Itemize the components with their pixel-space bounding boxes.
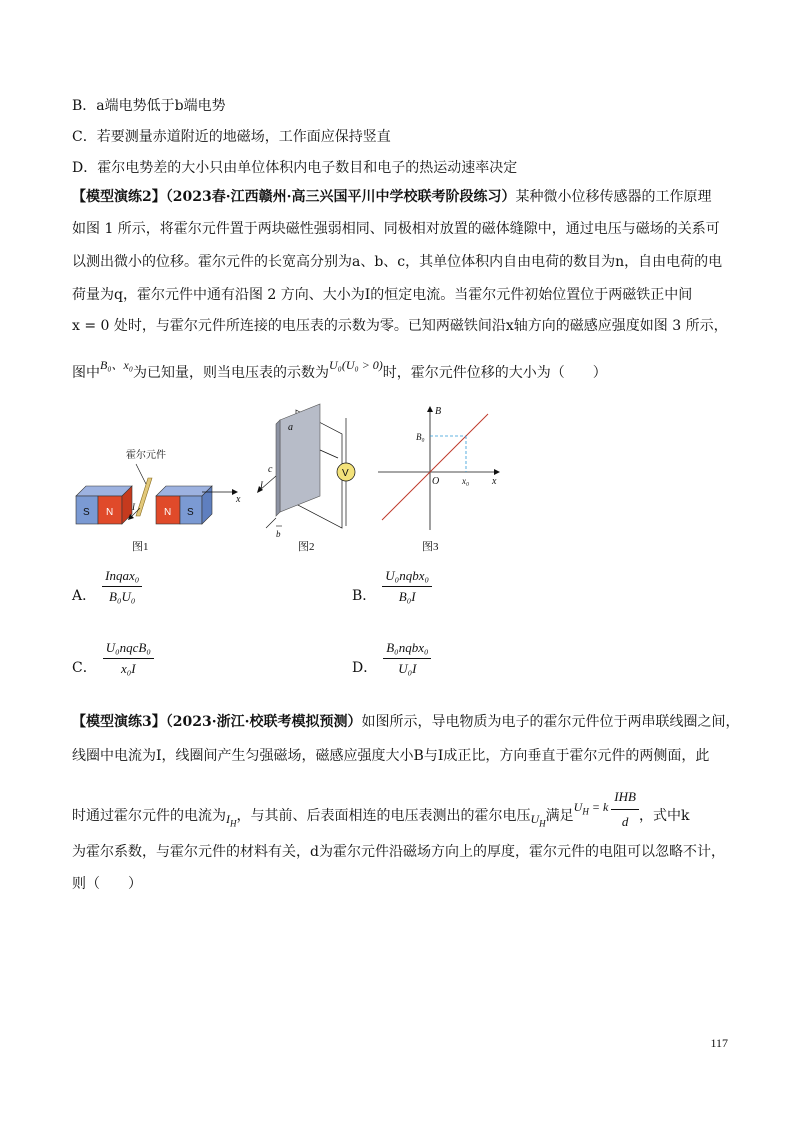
fig1-pole-1: S <box>83 507 90 518</box>
q2-option-c-letter: C． <box>72 660 97 676</box>
q3-frac-den: d <box>621 814 629 829</box>
q3-voltage-sub: H <box>539 818 546 829</box>
q2-option-d-frac <box>383 640 431 677</box>
q2-line4: 荷量为q，霍尔元件中通有沿图 2 方向、大小为I的恒定电流。当霍尔元件初始位置位于两磁铁正中间 <box>72 287 693 303</box>
q2-option-d-den: U₀I <box>398 661 417 676</box>
fig3-x: x <box>492 476 497 487</box>
q3-line1 <box>72 712 739 732</box>
q3-formula-k: = k <box>588 800 609 815</box>
q2-line6-a: 图中 <box>72 365 100 381</box>
q3-current-sub: H <box>230 818 237 829</box>
q2-option-c-num: U₀nqcB₀ <box>103 640 154 659</box>
option-d-prev: D．霍尔电势差的大小只由单位体积内电子数目和电子的热运动速率决定 <box>72 160 518 176</box>
fig1-I: I <box>132 502 135 512</box>
fig3-B: B <box>435 406 442 417</box>
q3-label: 【模型演练3】 <box>72 714 166 730</box>
q3-line4: 为霍尔系数，与霍尔元件的材料有关，d为霍尔元件沿磁场方向上的厚度，霍尔元件的电阻可以忽略不计， <box>72 844 725 860</box>
q2-known-vars: B₀、x₀ <box>100 358 134 372</box>
fig1-pole-2: N <box>106 507 114 518</box>
fig2-c: c <box>268 464 273 475</box>
q2-line5: x = 0 处时，与霍尔元件所连接的电压表的示数为零。已知两磁铁间沿x轴方向的磁感应强度如图 3 所示， <box>72 318 728 334</box>
q2-option-d-letter: D． <box>352 660 378 676</box>
fig3-x0: x₀ <box>462 476 470 486</box>
q2-option-a-frac <box>102 568 142 605</box>
q3-frac-num: IHB <box>611 787 639 810</box>
q3-line3-a: 时通过霍尔元件的电流为 <box>72 807 226 824</box>
q2-voltage-expr: U₀(U₀ > 0) <box>329 358 383 372</box>
q3-current-sym <box>226 809 237 833</box>
q2-option-c[interactable] <box>72 640 154 677</box>
fig2-a: a <box>288 422 293 433</box>
q3-line3-c: ，与其前、后表面相连的电压表测出的霍尔电压 <box>236 807 531 824</box>
option-b-prev: B．a端电势低于b端电势 <box>72 98 226 114</box>
q3-formula-U: U <box>573 800 583 815</box>
q3-line2: 线圈中电流为I，线圈间产生匀强磁场，磁感应强度大小B与I成正比，方向垂直于霍尔元件的两侧面，此 <box>72 748 710 764</box>
q2-line1 <box>72 187 711 207</box>
q3-current-I: I <box>226 812 230 827</box>
fig1-x: x <box>236 494 241 505</box>
q2-option-c-den: x₀I <box>120 661 136 676</box>
figure-3 <box>372 400 512 540</box>
q2-line6 <box>72 358 607 383</box>
q2-line2: 如图 1 所示，将霍尔元件置于两块磁性强弱相同、同极相对放置的磁体缝隙中，通过电压与磁场的关系可 <box>72 221 720 237</box>
fig3-caption: 图3 <box>422 541 439 553</box>
page-number: 117 <box>710 1036 728 1050</box>
q2-option-d[interactable] <box>352 640 431 677</box>
figure-1 <box>70 440 250 550</box>
q2-line3: 以测出微小的位移。霍尔元件的长宽高分别为a、b、c，其单位体积内自由电荷的数目为n，自由电荷的电 <box>72 254 723 270</box>
q2-line6-c: 为已知量，则当电压表的示数为 <box>133 365 330 381</box>
fig2-caption: 图2 <box>298 541 315 553</box>
figure-2 <box>250 400 370 540</box>
q2-option-b-den: B₀I <box>398 589 416 604</box>
fig3-O: O <box>432 476 440 487</box>
q2-option-c-frac <box>103 640 154 677</box>
q3-line3-e: 满足 <box>545 807 574 824</box>
q3-line5: 则（ ） <box>72 876 142 892</box>
q3-formula-sub: H <box>582 806 589 817</box>
q2-line6-e: 时，霍尔元件位移的大小为（ ） <box>382 365 607 381</box>
q2-option-d-num: B₀nqbx₀ <box>383 640 431 659</box>
q2-label: 【模型演练2】 <box>72 189 166 205</box>
q2-option-a-den: B₀U₀ <box>109 589 136 604</box>
q2-option-a-num: Inqax₀ <box>102 568 142 587</box>
q2-option-a[interactable] <box>72 568 142 605</box>
fig1-pole-3: N <box>164 507 172 518</box>
q2-option-b-num: U₀nqbx₀ <box>382 568 432 587</box>
q2-option-b[interactable] <box>352 568 432 605</box>
fig1-label: 霍尔元件 <box>126 450 166 461</box>
q3-line3 <box>72 789 690 838</box>
q3-line3-h: ，式中k <box>638 807 690 824</box>
fig1-pole-4: S <box>187 507 194 518</box>
fig1-caption: 图1 <box>132 541 149 553</box>
fig2-V: V <box>342 468 349 479</box>
fig2-b: b <box>276 529 281 539</box>
q3-voltage-sym <box>531 809 546 833</box>
q2-option-b-letter: B． <box>352 588 377 604</box>
option-c-prev: C．若要测量赤道附近的地磁场，工作面应保持竖直 <box>72 129 391 145</box>
q3-voltage-U: U <box>530 812 540 827</box>
q2-source: （2023春·江西赣州·高三兴国平川中学校联考阶段练习） <box>165 189 516 205</box>
q2-intro: 某种微小位移传感器的工作原理 <box>515 189 712 205</box>
q3-formula-lhs <box>574 797 609 821</box>
q3-formula-frac <box>611 787 639 832</box>
fig2-I: I <box>260 480 263 490</box>
q2-option-a-letter: A． <box>72 588 97 604</box>
q3-intro: 如图所示，导电物质为电子的霍尔元件位于两串联线圈之间， <box>361 714 740 730</box>
q2-option-b-frac <box>382 568 432 605</box>
q3-source: （2023·浙江·校联考模拟预测） <box>165 714 362 730</box>
fig3-B0: B₀ <box>416 432 425 442</box>
